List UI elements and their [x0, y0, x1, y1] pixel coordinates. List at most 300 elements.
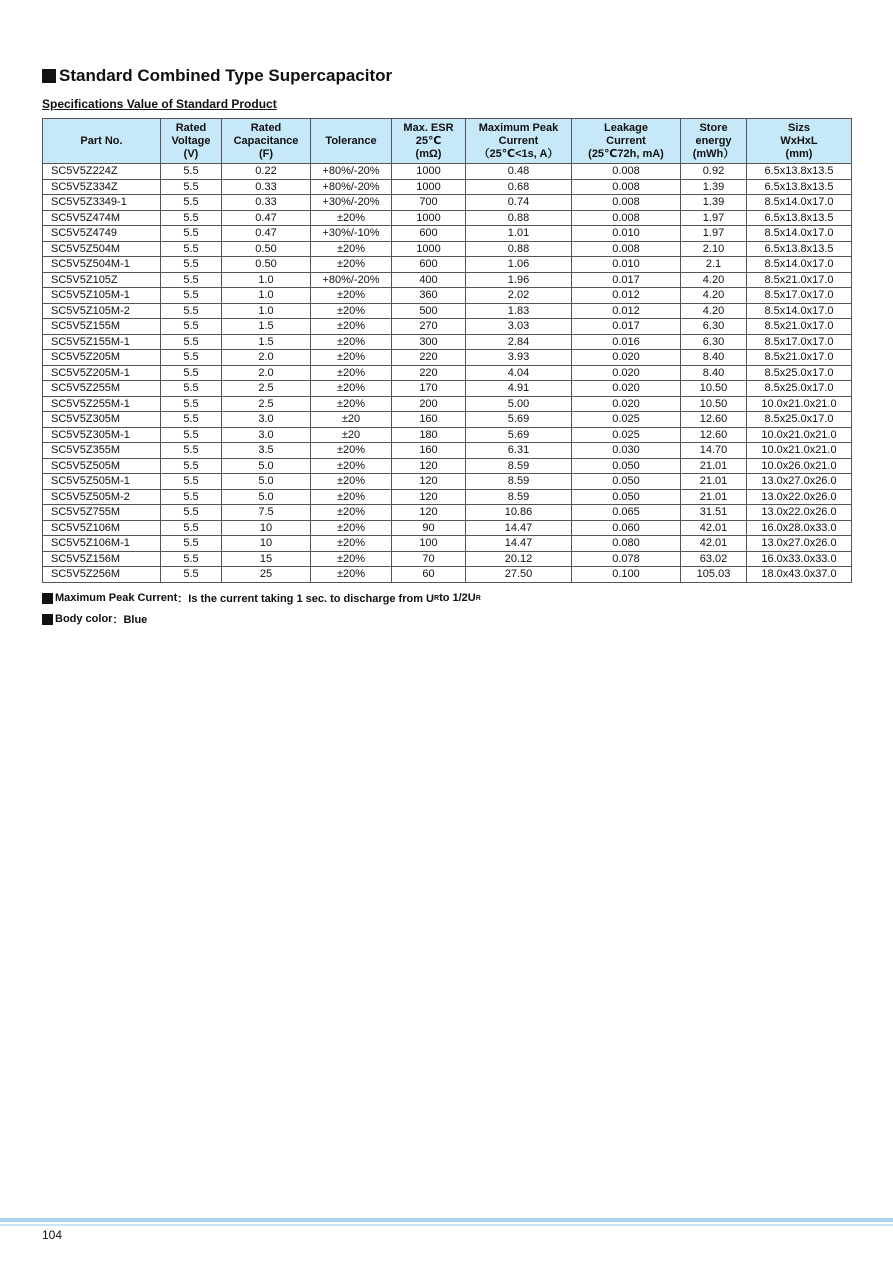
table-cell: 5.69 [466, 427, 572, 443]
table-body [43, 164, 852, 583]
table-cell: 270 [392, 319, 466, 335]
table-cell: ±20% [311, 350, 392, 366]
body-color-text: ：Blue [112, 614, 148, 626]
table-cell: 8.5x25.0x17.0 [747, 365, 852, 381]
table-cell: 1.39 [681, 179, 747, 195]
table-cell: 5.5 [161, 412, 222, 428]
table-cell: 6.5x13.8x13.5 [747, 210, 852, 226]
table-cell: 0.060 [572, 520, 681, 536]
table-cell: 220 [392, 350, 466, 366]
table-cell: 1.97 [681, 226, 747, 242]
table-cell: 1.0 [222, 288, 311, 304]
table-cell: 0.050 [572, 489, 681, 505]
part-number-cell: SC5V5Z205M [43, 350, 161, 366]
table-cell: 0.50 [222, 257, 311, 273]
table-row [43, 520, 852, 536]
table-cell: 1.0 [222, 272, 311, 288]
table-cell: ±20% [311, 443, 392, 459]
table-cell: 100 [392, 536, 466, 552]
table-row [43, 210, 852, 226]
table-cell: 1.01 [466, 226, 572, 242]
table-cell: 42.01 [681, 536, 747, 552]
part-number-cell: SC5V5Z504M [43, 241, 161, 257]
table-cell: 0.065 [572, 505, 681, 521]
part-number-cell: SC5V5Z504M-1 [43, 257, 161, 273]
table-cell: 8.5x14.0x17.0 [747, 257, 852, 273]
table-cell: 0.025 [572, 412, 681, 428]
table-cell: 5.0 [222, 474, 311, 490]
table-cell: 5.5 [161, 179, 222, 195]
section-subtitle: Specifications Value of Standard Product [42, 97, 277, 111]
table-cell: 0.33 [222, 179, 311, 195]
table-cell: 5.5 [161, 427, 222, 443]
table-cell: 2.5 [222, 381, 311, 397]
square-bullet-icon [42, 69, 56, 83]
column-header-line: Rated [250, 121, 282, 134]
table-cell: 1.5 [222, 334, 311, 350]
table-cell: 5.5 [161, 458, 222, 474]
table-cell: 5.5 [161, 520, 222, 536]
table-cell: 1.0 [222, 303, 311, 319]
table-cell: 5.5 [161, 334, 222, 350]
table-row [43, 164, 852, 180]
table-cell: 10.0x21.0x21.0 [747, 427, 852, 443]
table-cell: 8.5x25.0x17.0 [747, 381, 852, 397]
column-header [466, 119, 572, 164]
table-cell: 0.33 [222, 195, 311, 211]
column-header-line: energy [695, 134, 732, 147]
table-cell: 5.5 [161, 551, 222, 567]
part-number-cell: SC5V5Z505M [43, 458, 161, 474]
table-row [43, 365, 852, 381]
peak-note-label: Maximum Peak Current [55, 592, 178, 604]
table-cell: 1.83 [466, 303, 572, 319]
table-cell: 21.01 [681, 458, 747, 474]
table-cell: 90 [392, 520, 466, 536]
table-cell: 5.0 [222, 489, 311, 505]
table-cell: 0.025 [572, 427, 681, 443]
square-bullet-icon [42, 593, 53, 604]
table-cell: 0.50 [222, 241, 311, 257]
table-cell: 5.5 [161, 272, 222, 288]
table-row [43, 536, 852, 552]
table-row [43, 551, 852, 567]
table-cell: 600 [392, 226, 466, 242]
column-header-line: Maximum Peak [478, 121, 559, 134]
table-cell: 3.0 [222, 427, 311, 443]
table-cell: 360 [392, 288, 466, 304]
part-number-cell: SC5V5Z105M-2 [43, 303, 161, 319]
table-cell: +80%/-20% [311, 164, 392, 180]
table-row [43, 319, 852, 335]
part-number-cell: SC5V5Z334Z [43, 179, 161, 195]
table-row [43, 272, 852, 288]
table-cell: ±20% [311, 334, 392, 350]
part-number-cell: SC5V5Z3349-1 [43, 195, 161, 211]
peak-current-note [42, 590, 481, 606]
table-cell: 8.5x14.0x17.0 [747, 303, 852, 319]
part-number-cell: SC5V5Z474M [43, 210, 161, 226]
table-cell: ±20% [311, 257, 392, 273]
peak-note-sub-2: R [475, 594, 481, 602]
column-header-line: Tolerance [325, 134, 377, 147]
table-cell: 0.008 [572, 241, 681, 257]
column-header-line: （25℃<1s, A） [478, 147, 559, 160]
table-cell: ±20% [311, 458, 392, 474]
table-cell: 0.020 [572, 350, 681, 366]
table-cell: 12.60 [681, 412, 747, 428]
table-cell: 8.5x25.0x17.0 [747, 412, 852, 428]
table-cell: 8.5x17.0x17.0 [747, 288, 852, 304]
table-row [43, 226, 852, 242]
table-cell: 14.70 [681, 443, 747, 459]
table-cell: 105.03 [681, 567, 747, 583]
table-cell: 70 [392, 551, 466, 567]
table-cell: 1000 [392, 179, 466, 195]
table-cell: ±20 [311, 412, 392, 428]
table-cell: ±20 [311, 427, 392, 443]
table-cell: 63.02 [681, 551, 747, 567]
table-cell: 10.50 [681, 396, 747, 412]
part-number-cell: SC5V5Z224Z [43, 164, 161, 180]
table-cell: 0.008 [572, 195, 681, 211]
column-header-line: Leakage [603, 121, 649, 134]
table-cell: 1000 [392, 164, 466, 180]
table-cell: 160 [392, 443, 466, 459]
page-number: 104 [42, 1228, 63, 1242]
table-cell: 4.04 [466, 365, 572, 381]
table-cell: 0.008 [572, 179, 681, 195]
body-color-label: Body color [55, 613, 113, 625]
table-cell: 2.5 [222, 396, 311, 412]
table-row [43, 474, 852, 490]
table-cell: 25 [222, 567, 311, 583]
table-cell: 0.017 [572, 319, 681, 335]
table-cell: 8.59 [466, 474, 572, 490]
table-cell: 5.5 [161, 164, 222, 180]
footer-rule [0, 1218, 893, 1222]
table-cell: 10.0x26.0x21.0 [747, 458, 852, 474]
table-cell: 0.92 [681, 164, 747, 180]
table-cell: 160 [392, 412, 466, 428]
part-number-cell: SC5V5Z255M [43, 381, 161, 397]
table-cell: 5.5 [161, 319, 222, 335]
table-cell: 16.0x28.0x33.0 [747, 520, 852, 536]
table-cell: 0.050 [572, 458, 681, 474]
table-cell: ±20% [311, 551, 392, 567]
table-cell: 0.008 [572, 164, 681, 180]
table-row [43, 396, 852, 412]
table-cell: 8.5x21.0x17.0 [747, 350, 852, 366]
table-cell: 13.0x22.0x26.0 [747, 489, 852, 505]
table-cell: 6.5x13.8x13.5 [747, 241, 852, 257]
part-number-cell: SC5V5Z155M-1 [43, 334, 161, 350]
table-row [43, 179, 852, 195]
table-cell: 8.5x21.0x17.0 [747, 272, 852, 288]
table-cell: 5.5 [161, 226, 222, 242]
part-number-cell: SC5V5Z505M-2 [43, 489, 161, 505]
table-cell: 10 [222, 536, 311, 552]
table-cell: ±20% [311, 241, 392, 257]
table-cell: +30%/-10% [311, 226, 392, 242]
part-number-cell: SC5V5Z305M [43, 412, 161, 428]
table-cell: 4.20 [681, 288, 747, 304]
table-row [43, 350, 852, 366]
table-cell: 18.0x43.0x37.0 [747, 567, 852, 583]
table-row [43, 567, 852, 583]
table-cell: 13.0x27.0x26.0 [747, 474, 852, 490]
table-cell: 2.84 [466, 334, 572, 350]
part-number-cell: SC5V5Z755M [43, 505, 161, 521]
table-cell: 0.030 [572, 443, 681, 459]
column-header [161, 119, 222, 164]
table-cell: ±20% [311, 381, 392, 397]
table-cell: 1.5 [222, 319, 311, 335]
column-header-line: WxHxL [780, 134, 818, 147]
table-cell: 6.30 [681, 334, 747, 350]
part-number-cell: SC5V5Z106M [43, 520, 161, 536]
part-number-cell: SC5V5Z256M [43, 567, 161, 583]
table-cell: 12.60 [681, 427, 747, 443]
table-cell: +80%/-20% [311, 272, 392, 288]
table-cell: 5.69 [466, 412, 572, 428]
column-header-line: Part No. [80, 134, 123, 147]
table-cell: 0.020 [572, 381, 681, 397]
table-header-row [43, 119, 852, 164]
table-cell: 7.5 [222, 505, 311, 521]
column-header [311, 119, 392, 164]
column-header-line: 25℃ [415, 134, 442, 147]
table-cell: 8.59 [466, 458, 572, 474]
table-cell: 0.017 [572, 272, 681, 288]
table-cell: 6.30 [681, 319, 747, 335]
table-cell: 8.5x17.0x17.0 [747, 334, 852, 350]
table-cell: 6.5x13.8x13.5 [747, 164, 852, 180]
table-cell: 10 [222, 520, 311, 536]
table-cell: 400 [392, 272, 466, 288]
column-header-line: (mm) [785, 147, 813, 160]
table-cell: 10.0x21.0x21.0 [747, 443, 852, 459]
table-cell: 1.39 [681, 195, 747, 211]
table-cell: ±20% [311, 520, 392, 536]
table-row [43, 505, 852, 521]
table-cell: 5.5 [161, 210, 222, 226]
table-cell: 0.47 [222, 210, 311, 226]
table-cell: 10.50 [681, 381, 747, 397]
table-cell: 120 [392, 505, 466, 521]
table-cell: 500 [392, 303, 466, 319]
table-row [43, 195, 852, 211]
table-cell: 170 [392, 381, 466, 397]
footer-rule-thin [0, 1224, 893, 1226]
table-row [43, 241, 852, 257]
table-cell: ±20% [311, 303, 392, 319]
part-number-cell: SC5V5Z105M-1 [43, 288, 161, 304]
table-cell: 0.016 [572, 334, 681, 350]
table-cell: 200 [392, 396, 466, 412]
table-cell: 5.5 [161, 443, 222, 459]
table-cell: 14.47 [466, 536, 572, 552]
table-cell: 5.5 [161, 505, 222, 521]
table-cell: 5.5 [161, 195, 222, 211]
part-number-cell: SC5V5Z106M-1 [43, 536, 161, 552]
table-cell: ±20% [311, 505, 392, 521]
table-cell: 4.20 [681, 303, 747, 319]
column-header-line: Max. ESR [403, 121, 454, 134]
column-header-line: (25℃72h, mA) [588, 147, 664, 160]
table-row [43, 257, 852, 273]
column-header-line: Sizs [787, 121, 810, 134]
column-header [572, 119, 681, 164]
part-number-cell: SC5V5Z255M-1 [43, 396, 161, 412]
table-cell: 0.88 [466, 210, 572, 226]
table-cell: 3.93 [466, 350, 572, 366]
column-header-line: (mWh） [692, 147, 735, 160]
table-cell: 8.5x21.0x17.0 [747, 319, 852, 335]
column-header [43, 119, 161, 164]
table-cell: 0.020 [572, 396, 681, 412]
table-cell: 5.5 [161, 303, 222, 319]
table-cell: 0.74 [466, 195, 572, 211]
part-number-cell: SC5V5Z105Z [43, 272, 161, 288]
table-cell: 180 [392, 427, 466, 443]
table-cell: 8.40 [681, 350, 747, 366]
table-row [43, 303, 852, 319]
column-header [681, 119, 747, 164]
column-header-line: Voltage [171, 134, 211, 147]
spec-table [42, 118, 852, 583]
table-cell: 0.47 [222, 226, 311, 242]
table-cell: +30%/-20% [311, 195, 392, 211]
part-number-cell: SC5V5Z4749 [43, 226, 161, 242]
table-cell: 5.5 [161, 350, 222, 366]
table-cell: ±20% [311, 319, 392, 335]
table-cell: ±20% [311, 365, 392, 381]
table-cell: 27.50 [466, 567, 572, 583]
table-cell: 5.5 [161, 381, 222, 397]
table-row [43, 458, 852, 474]
table-cell: 0.48 [466, 164, 572, 180]
table-cell: 6.31 [466, 443, 572, 459]
page-title-text: Standard Combined Type Supercapacitor [59, 66, 393, 85]
table-cell: 0.68 [466, 179, 572, 195]
table-cell: 0.012 [572, 288, 681, 304]
table-cell: ±20% [311, 567, 392, 583]
table-cell: ±20% [311, 210, 392, 226]
table-cell: 31.51 [681, 505, 747, 521]
column-header [747, 119, 852, 164]
table-cell: 0.88 [466, 241, 572, 257]
table-row [43, 489, 852, 505]
table-row [43, 443, 852, 459]
table-cell: 120 [392, 489, 466, 505]
table-cell: 5.5 [161, 257, 222, 273]
table-cell: 0.008 [572, 210, 681, 226]
table-cell: 3.5 [222, 443, 311, 459]
table-cell: 5.5 [161, 489, 222, 505]
table-cell: 10.0x21.0x21.0 [747, 396, 852, 412]
table-cell: 15 [222, 551, 311, 567]
table-cell: ±20% [311, 474, 392, 490]
table-cell: 0.010 [572, 226, 681, 242]
table-cell: 5.5 [161, 536, 222, 552]
part-number-cell: SC5V5Z155M [43, 319, 161, 335]
table-cell: 60 [392, 567, 466, 583]
table-cell: 10.86 [466, 505, 572, 521]
table-cell: 42.01 [681, 520, 747, 536]
column-header-line: Rated [175, 121, 207, 134]
table-cell: 14.47 [466, 520, 572, 536]
table-cell: 1000 [392, 210, 466, 226]
table-cell: ±20% [311, 396, 392, 412]
column-header [222, 119, 311, 164]
table-cell: 5.5 [161, 567, 222, 583]
table-cell: 2.0 [222, 365, 311, 381]
table-row [43, 427, 852, 443]
table-cell: 0.080 [572, 536, 681, 552]
table-cell: 0.22 [222, 164, 311, 180]
column-header-line: (F) [258, 147, 274, 160]
table-cell: 8.59 [466, 489, 572, 505]
part-number-cell: SC5V5Z305M-1 [43, 427, 161, 443]
part-number-cell: SC5V5Z355M [43, 443, 161, 459]
table-cell: ±20% [311, 288, 392, 304]
peak-note-sub-1: R [434, 594, 440, 602]
table-cell: 5.5 [161, 396, 222, 412]
table-cell: 0.012 [572, 303, 681, 319]
table-cell: 5.5 [161, 365, 222, 381]
table-cell: 0.020 [572, 365, 681, 381]
table-cell: 2.0 [222, 350, 311, 366]
table-row [43, 381, 852, 397]
table-cell: ±20% [311, 536, 392, 552]
table-cell: 13.0x22.0x26.0 [747, 505, 852, 521]
table-cell: 21.01 [681, 489, 747, 505]
page-title [42, 66, 392, 86]
table-cell: 1000 [392, 241, 466, 257]
table-cell: 5.00 [466, 396, 572, 412]
column-header-line: (mΩ) [415, 147, 442, 160]
table-cell: 120 [392, 458, 466, 474]
table-cell: 3.0 [222, 412, 311, 428]
table-cell: 700 [392, 195, 466, 211]
table-cell: 2.02 [466, 288, 572, 304]
column-header-line: Capacitance [233, 134, 299, 147]
body-color-note [42, 611, 147, 627]
column-header-line: Current [498, 134, 539, 147]
table-cell: 300 [392, 334, 466, 350]
table-cell: 2.10 [681, 241, 747, 257]
column-header-line: Current [606, 134, 646, 147]
table-cell: 6.5x13.8x13.5 [747, 179, 852, 195]
table-cell: 20.12 [466, 551, 572, 567]
table-cell: 220 [392, 365, 466, 381]
table-cell: 0.050 [572, 474, 681, 490]
peak-note-text-b: to 1/2U [439, 592, 476, 604]
table-cell: 1.06 [466, 257, 572, 273]
part-number-cell: SC5V5Z156M [43, 551, 161, 567]
table-cell: 21.01 [681, 474, 747, 490]
table-cell: ±20% [311, 489, 392, 505]
table-cell: 120 [392, 474, 466, 490]
part-number-cell: SC5V5Z505M-1 [43, 474, 161, 490]
table-cell: 2.1 [681, 257, 747, 273]
table-cell: 1.97 [681, 210, 747, 226]
table-cell: 0.078 [572, 551, 681, 567]
table-cell: 4.20 [681, 272, 747, 288]
peak-note-text-a: ：Is the current taking 1 sec. to discharge from U [177, 593, 434, 605]
table-cell: 3.03 [466, 319, 572, 335]
